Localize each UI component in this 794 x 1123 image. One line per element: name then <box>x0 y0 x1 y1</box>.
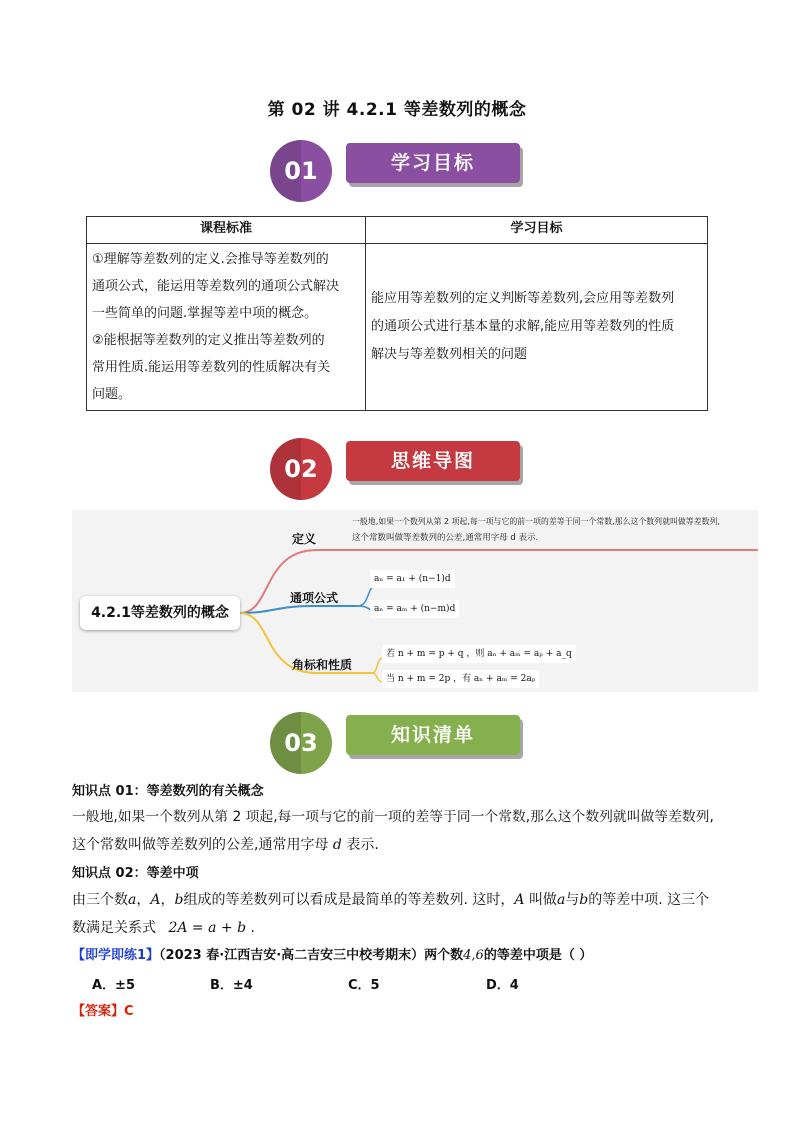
objectives-cell: 能应用等差数列的定义判断等差数列,会应用等差数列 的通项公式进行基本量的求解,能应用等差数列的性质 解决与等差数列相关的问题 <box>366 244 708 411</box>
table-header-standards: 课程标准 <box>87 217 366 244</box>
answer <box>72 1000 134 1019</box>
section-label: 思维导图 <box>346 441 520 481</box>
section-banner-02 <box>270 438 530 500</box>
knowledge-point-2-title: 知识点 02：等差中项 <box>72 866 199 881</box>
knowledge-point-2-text: 由三个数a，A，b组成的等差数列可以看成是最简单的等差数列. 这时，A 叫做a与b的等差中项. 这三个 数满足关系式 2A = a + b . <box>72 892 710 936</box>
section-label: 知识清单 <box>346 715 520 755</box>
branch-line-property-1 <box>372 658 382 673</box>
choice-c: C．5 <box>348 978 380 993</box>
mind-map-property-1: 若 n + m = p + q ，则 aₙ + aₘ = aₚ + a_q <box>382 645 576 663</box>
knowledge-point-1-text: 一般地,如果一个数列从第 2 项起,每一项与它的前一项的差等于同一个常数,那么这个数列就叫做等差数列, 这个常数叫做等差数列的公差,通常用字母 d 表示. <box>72 809 714 853</box>
mind-map-property-2: 当 n + m = 2p ，有 aₙ + aₘ = 2aₚ <box>382 670 539 688</box>
section-number-badge: 02 <box>270 438 332 500</box>
practice-question: 【即学即练1】（2023 春·江西吉安·高二吉安三中校考期末）两个数4,6的等差中项是（ ） <box>72 948 593 963</box>
section-banner-03 <box>270 712 530 774</box>
standards-cell: ①理解等差数列的定义.会推导等差数列的 通项公式，能运用等差数列的通项公式解决 一些简单的问题.掌握等差中项的概念。 ②能根据等差数列的定义推出等差数列的 常用性质.能运用等差数列的性质解决有关 问题。 <box>87 244 366 411</box>
section-number-badge: 01 <box>270 140 332 202</box>
choice-a: A．±5 <box>92 978 135 993</box>
mind-map-formula-1: aₙ = a₁ + (n−1)d <box>370 570 455 588</box>
mind-map-branch-property: 角标和性质 <box>292 658 353 672</box>
branch-line-formula <box>240 606 357 613</box>
branch-line-property-2 <box>372 673 382 682</box>
choice-b: B．±4 <box>210 978 253 993</box>
section-number-badge: 03 <box>270 712 332 774</box>
section-label: 学习目标 <box>346 143 520 183</box>
choice-d: D．4 <box>486 978 519 993</box>
mind-map-formula-2: aₙ = aₘ + (n−m)d <box>370 600 459 618</box>
mind-map-definition-text: 一般地,如果一个数列从第 2 项起,每一项与它的前一项的差等于同一个常数,那么这个数列就叫做等差数列, 这个常数叫做等差数列的公差,通常用字母 d 表示. <box>352 517 720 543</box>
page-title: 第 02 讲 4.2.1 等差数列的概念 <box>267 100 527 120</box>
mind-map-branch-definition: 定义 <box>292 532 317 546</box>
mind-map <box>72 510 758 692</box>
answer-value: C <box>124 1004 134 1019</box>
mind-map-branch-formula: 通项公式 <box>290 591 339 605</box>
section-banner-01 <box>270 140 530 202</box>
knowledge-point-1-title: 知识点 01：等差数列的有关概念 <box>72 784 264 799</box>
learning-goals-table <box>86 216 708 411</box>
mind-map-root: 4.2.1等差数列的概念 <box>80 596 240 630</box>
table-header-objectives: 学习目标 <box>366 217 708 244</box>
practice-tag: 【即学即练1】 <box>72 948 160 963</box>
answer-tag: 【答案】 <box>72 1004 125 1019</box>
